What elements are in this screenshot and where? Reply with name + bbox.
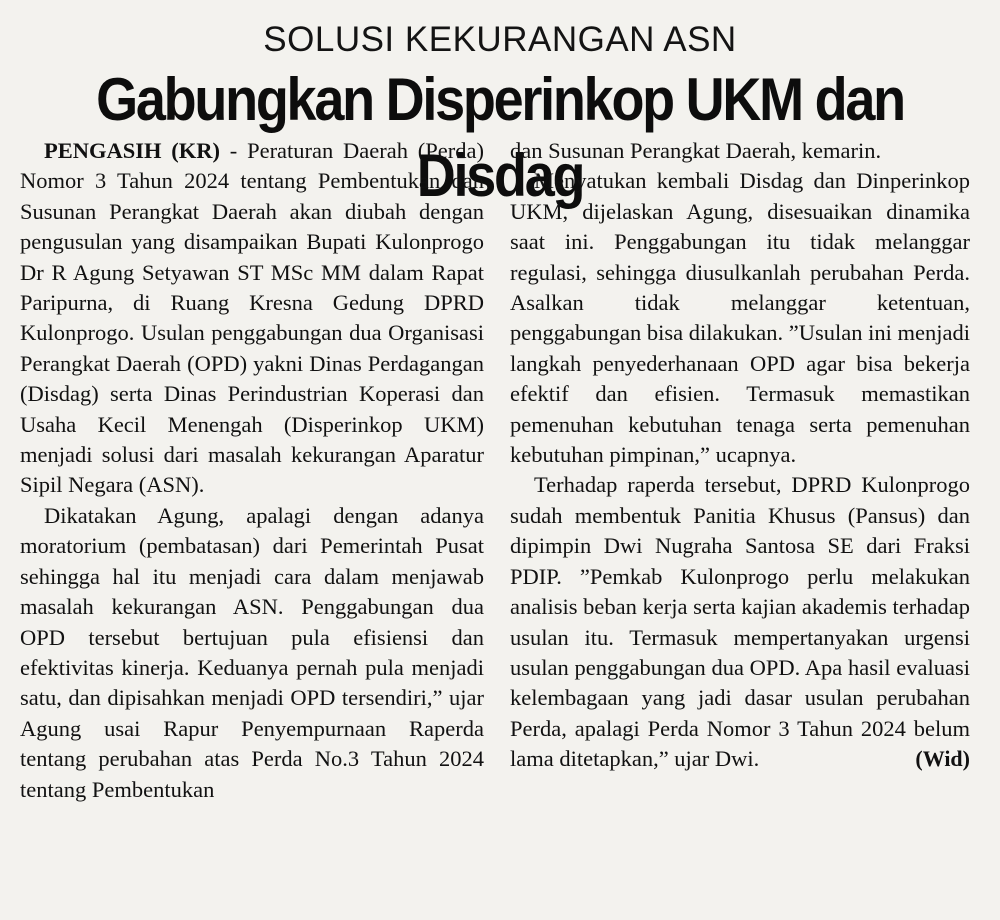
- article-column-right: [510, 136, 970, 775]
- article-headline: Gabungkan Disperinkop UKM dan Disdag: [96, 66, 904, 209]
- article-paragraph-2-continued: dan Susunan Perangkat Daerah, kemarin.: [510, 138, 882, 163]
- article-paragraph-4: [510, 470, 970, 774]
- article-kicker: SOLUSI KEKURANGAN ASN: [263, 20, 737, 59]
- article-paragraph-1: [20, 136, 484, 501]
- article-column-left: [20, 136, 484, 805]
- article-paragraph-1-text: - Peraturan Daerah (Perda) Nomor 3 Tahun 2024 tentang Pembentukan dan Susunan Perangkat Daerah akan diubah dengan pengusulan yang disampaikan Bupati Kulonprogo Dr R Agung Setyawan ST MSc MM dalam Rapat Paripurna, di Ruang Kresna Gedung DPRD Kulonprogo. Usulan penggabungan dua Organisasi Perangkat Daerah (OPD) yakni Dinas Perdagangan (Disdag) serta Dinas Perindustrian Koperasi dan Usaha Kecil Menengah (Disperinkop UKM) menjadi solusi dari masalah kekurangan Aparatur Sipil Negara (ASN).: [20, 138, 484, 498]
- article-byline: (Wid): [915, 746, 970, 772]
- article-paragraph-4-text: Terhadap raperda tersebut, DPRD Kulonprogo sudah membentuk Panitia Khusus (Pansus) dan dipimpin Dwi Nugraha Santosa SE dari Fraksi PDIP. ”Pemkab Kulonprogo perlu melakukan analisis beban kerja serta kajian akademis terhadap usulan itu. Termasuk mempertanyakan urgensi usulan penggabungan dua OPD. Apa hasil evaluasi kelembagaan yang jadi dasar usulan perubahan Perda, apalagi Perda Nomor 3 Tahun 2024 belum lama ditetapkan,” ujar Dwi.: [510, 472, 970, 772]
- article-paragraph-3: Menyatukan kembali Disdag dan Dinperinkop UKM, dijelaskan Agung, disesuaikan dinamika saat ini. Penggabungan itu tidak melanggar regulasi, sehingga diusulkanlah perubahan Perda. Asalkan tidak melanggar ketentuan, penggabungan bisa dilakukan. ”Usulan ini menjadi langkah penyederhanaan OPD agar bisa bekerja efektif dan efisien. Termasuk memastikan pemenuhan kebutuhan tenaga serta pemenuhan kebutuhan pimpinan,” ucapnya.: [510, 168, 970, 468]
- article-dateline: PENGASIH (KR): [44, 138, 221, 163]
- article-paragraph-2: Dikatakan Agung, apalagi dengan adanya moratorium (pembatasan) dari Pemerintah Pusat sehingga hal itu menjadi cara dalam menjawab masalah kekurangan ASN. Penggabungan dua OPD tersebut bertujuan pula efisiensi dan efektivitas kinerja. Keduanya pernah pula menjadi satu, dan dipisahkan menjadi OPD tersendiri,” ujar Agung usai Rapur Penyempurnaan Raperda tentang perubahan atas Perda No.3 Tahun 2024 tentang Pembentukan: [20, 502, 484, 802]
